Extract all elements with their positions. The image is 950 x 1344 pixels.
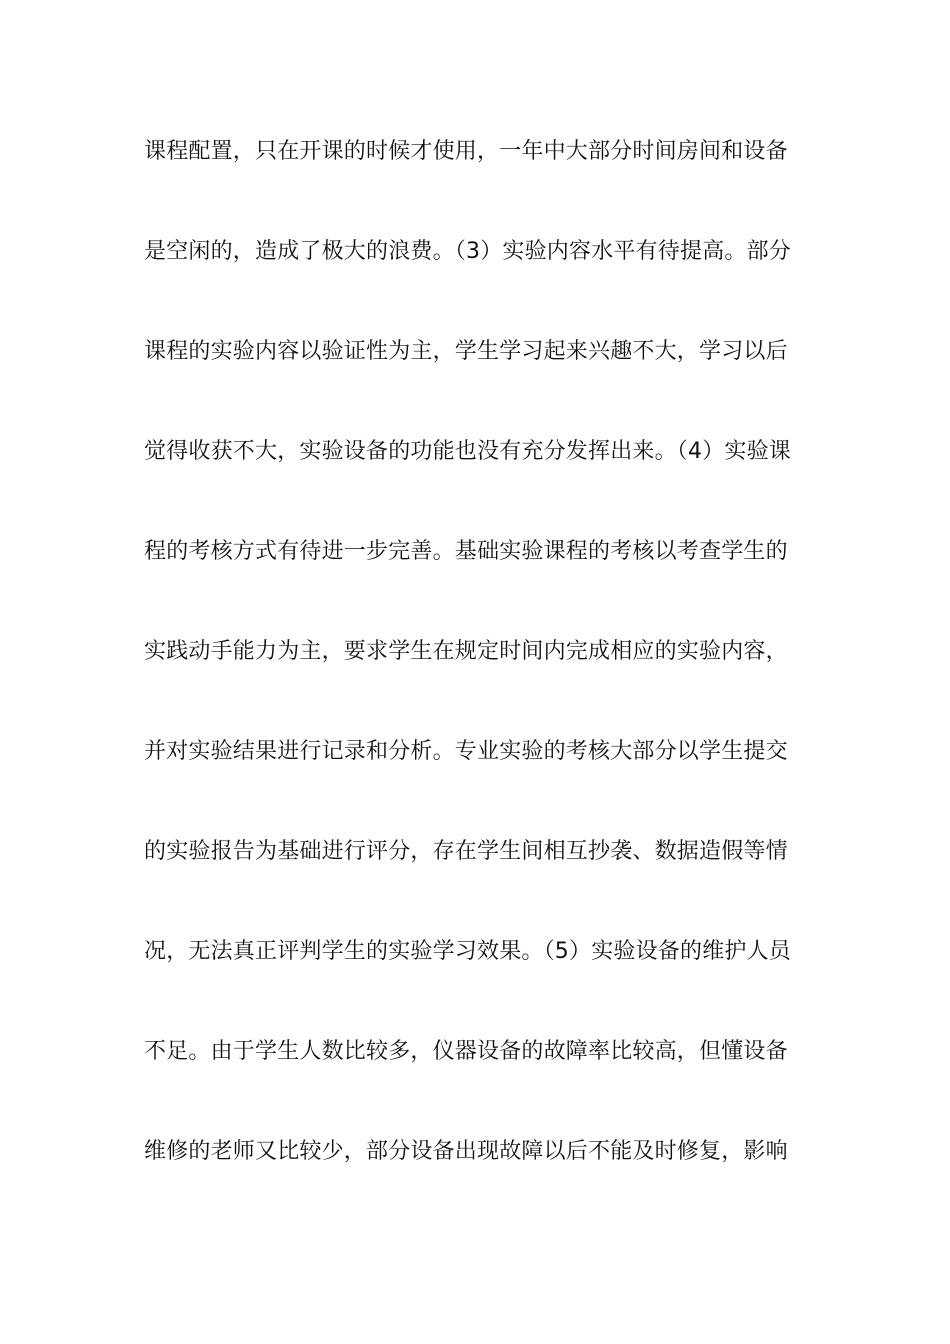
text-line: 的实验报告为基础进行评分，存在学生间相互抄袭、数据造假等情 [144,839,788,864]
text-line: 维修的老师又比较少，部分设备出现故障以后不能及时修复，影响 [144,1139,788,1164]
text-line: 课程配置，只在开课的时候才使用，一年中大部分时间房间和设备 [144,139,788,164]
text-line: 况，无法真正评判学生的实验学习效果。（5）实验设备的维护人员 [144,939,791,964]
text-line: 觉得收获不大，实验设备的功能也没有充分发挥出来。（4）实验课 [144,439,791,464]
text-line: 是空闲的，造成了极大的浪费。（3）实验内容水平有待提高。部分 [144,239,791,264]
text-line: 课程的实验内容以验证性为主，学生学习起来兴趣不大，学习以后 [144,339,788,364]
text-line: 并对实验结果进行记录和分析。专业实验的考核大部分以学生提交 [144,739,788,764]
text-line: 程的考核方式有待进一步完善。基础实验课程的考核以考查学生的 [144,539,788,564]
text-line: 不足。由于学生人数比较多，仪器设备的故障率比较高，但懂设备 [144,1039,788,1064]
body-text [144,122,824,1222]
text-line: 实践动手能力为主，要求学生在规定时间内完成相应的实验内容， [144,639,788,664]
